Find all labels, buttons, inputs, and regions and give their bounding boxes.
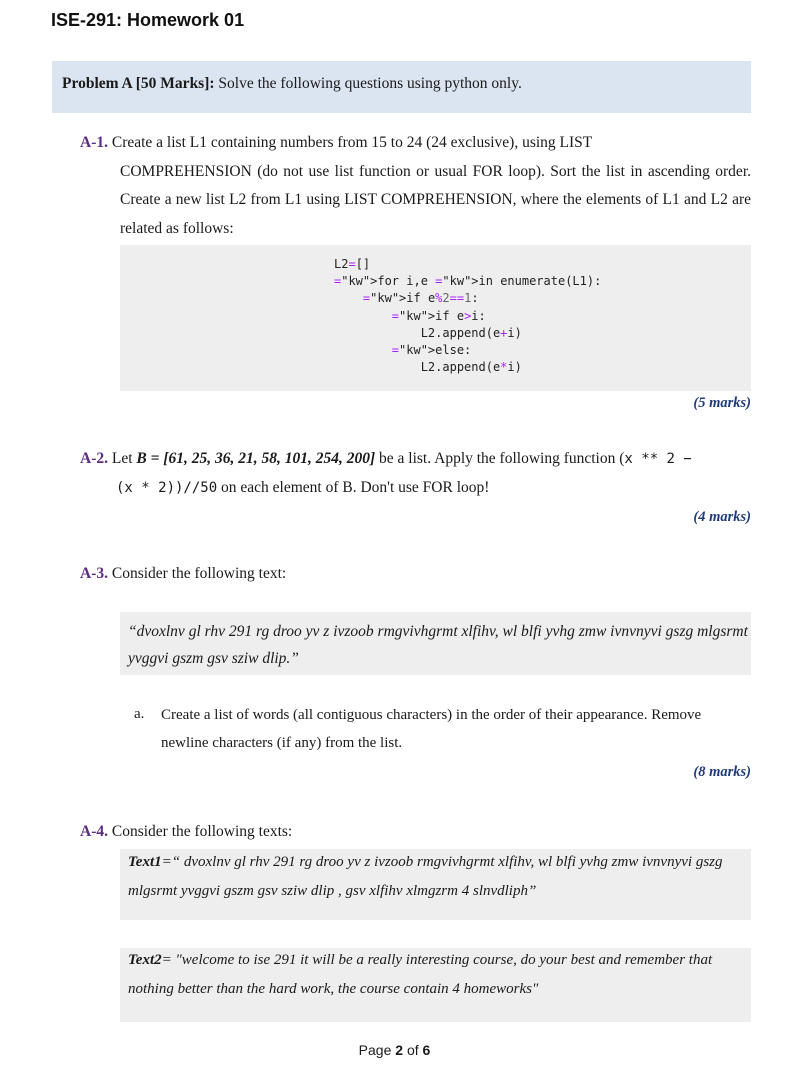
code-text: ="kw">if e>i:: [391, 308, 486, 323]
problem-header: [62, 75, 522, 93]
question-a1-id: A-1.: [80, 134, 108, 151]
footer-page-total: 6: [422, 1042, 431, 1058]
question-a3-id: A-3.: [80, 565, 108, 582]
text2-content: [128, 946, 748, 1003]
cipher-text: “dvoxlnv gl rhv 291 rg droo yv z ivzoob rmgvivhgrmt xlfihv, wl blfi yvhg zmw ivnvnyvi gszg mlgsrmt yvggvi gszm gsv sziw dlip.”: [128, 623, 748, 667]
question-a1-rest: COMPREHENSION (do not use list function or usual FOR loop). Sort the list in ascending order. Create a new list L2 from L1 using LIST COMPREHENSION, where the elements of L1 and L2 are related as follows:: [120, 162, 751, 237]
question-a2-func: x ** 2 −: [624, 451, 692, 467]
question-a2-func2: (x * 2))//50: [116, 479, 218, 496]
code-line: [334, 257, 370, 271]
code-line: [334, 291, 479, 305]
question-a3: [80, 565, 286, 583]
code-text: L2.append(e+i): [334, 325, 522, 340]
problem-instruction: Solve the following questions using python only.: [214, 75, 522, 92]
question-a2-list: B = [61, 25, 36, 21, 58, 101, 254, 200]: [136, 450, 376, 467]
text2-value: = "welcome to ise 291 it will be a really interesting course, do your best and remember that nothing better than the hard work, the course contain 4 homeworks": [128, 952, 713, 997]
code-block: [334, 256, 601, 376]
code-text: ="kw">else:: [391, 343, 472, 358]
code-line: [334, 343, 471, 357]
question-a2-prefix: Let: [107, 450, 137, 467]
code-text: L2.append(e*i): [334, 360, 522, 375]
question-a4-id: A-4.: [80, 823, 108, 840]
code-text: L2=[]: [334, 257, 371, 271]
question-a3-text: Consider the following text:: [111, 565, 287, 582]
question-a2-suffix: on each element of B. Don't use FOR loop!: [217, 478, 490, 496]
text1-label: Text1: [128, 854, 162, 870]
text1-content: [128, 848, 748, 905]
code-line: [334, 360, 522, 374]
code-text: ="kw">for i,e ="kw">in enumerate(L1):: [334, 274, 602, 289]
question-a1-line1: Create a list L1 containing numbers from 15 to 24 (24 exclusive), using LIST: [111, 134, 593, 151]
code-line: [334, 309, 486, 323]
question-a2-marks: (4 marks): [693, 509, 751, 525]
question-a3-marks: (8 marks): [693, 764, 751, 780]
page-footer: [0, 1042, 789, 1058]
footer-page-number: 2: [395, 1042, 404, 1058]
document-title: ISE-291: Homework 01: [51, 10, 245, 30]
question-a1-marks: (5 marks): [693, 395, 751, 411]
question-a4: [80, 823, 292, 841]
text2-label: Text2: [128, 952, 162, 968]
problem-label: Problem A [50 Marks]:: [62, 75, 215, 92]
code-line: [334, 274, 601, 288]
text1-value: =“ dvoxlnv gl rhv 291 rg droo yv z ivzoob rmgvivhgrmt xlfihv, wl blfi yvhg zmw ivnvnyvi gszg mlgsrmt yvggvi gszm gsv sziw dlip , gsv xlfihv xlmgzrm 4 slnvdliph”: [128, 854, 723, 899]
question-a1: [80, 129, 751, 243]
code-text: ="kw">if e%2==1:: [362, 291, 479, 306]
question-a2-mid: be a list. Apply the following function (: [375, 450, 625, 467]
footer-mid: of: [403, 1042, 423, 1058]
code-line: [334, 326, 522, 340]
question-a2: [80, 445, 751, 502]
subquestion-a-label: a.: [134, 706, 145, 722]
question-a2-id: A-2.: [80, 450, 108, 467]
question-a4-text: Consider the following texts:: [111, 823, 293, 840]
footer-prefix: Page: [358, 1042, 396, 1058]
subquestion-a-text: Create a list of words (all contiguous characters) in the order of their appearance. Remove newline characters (if any) from the list.: [161, 707, 702, 751]
